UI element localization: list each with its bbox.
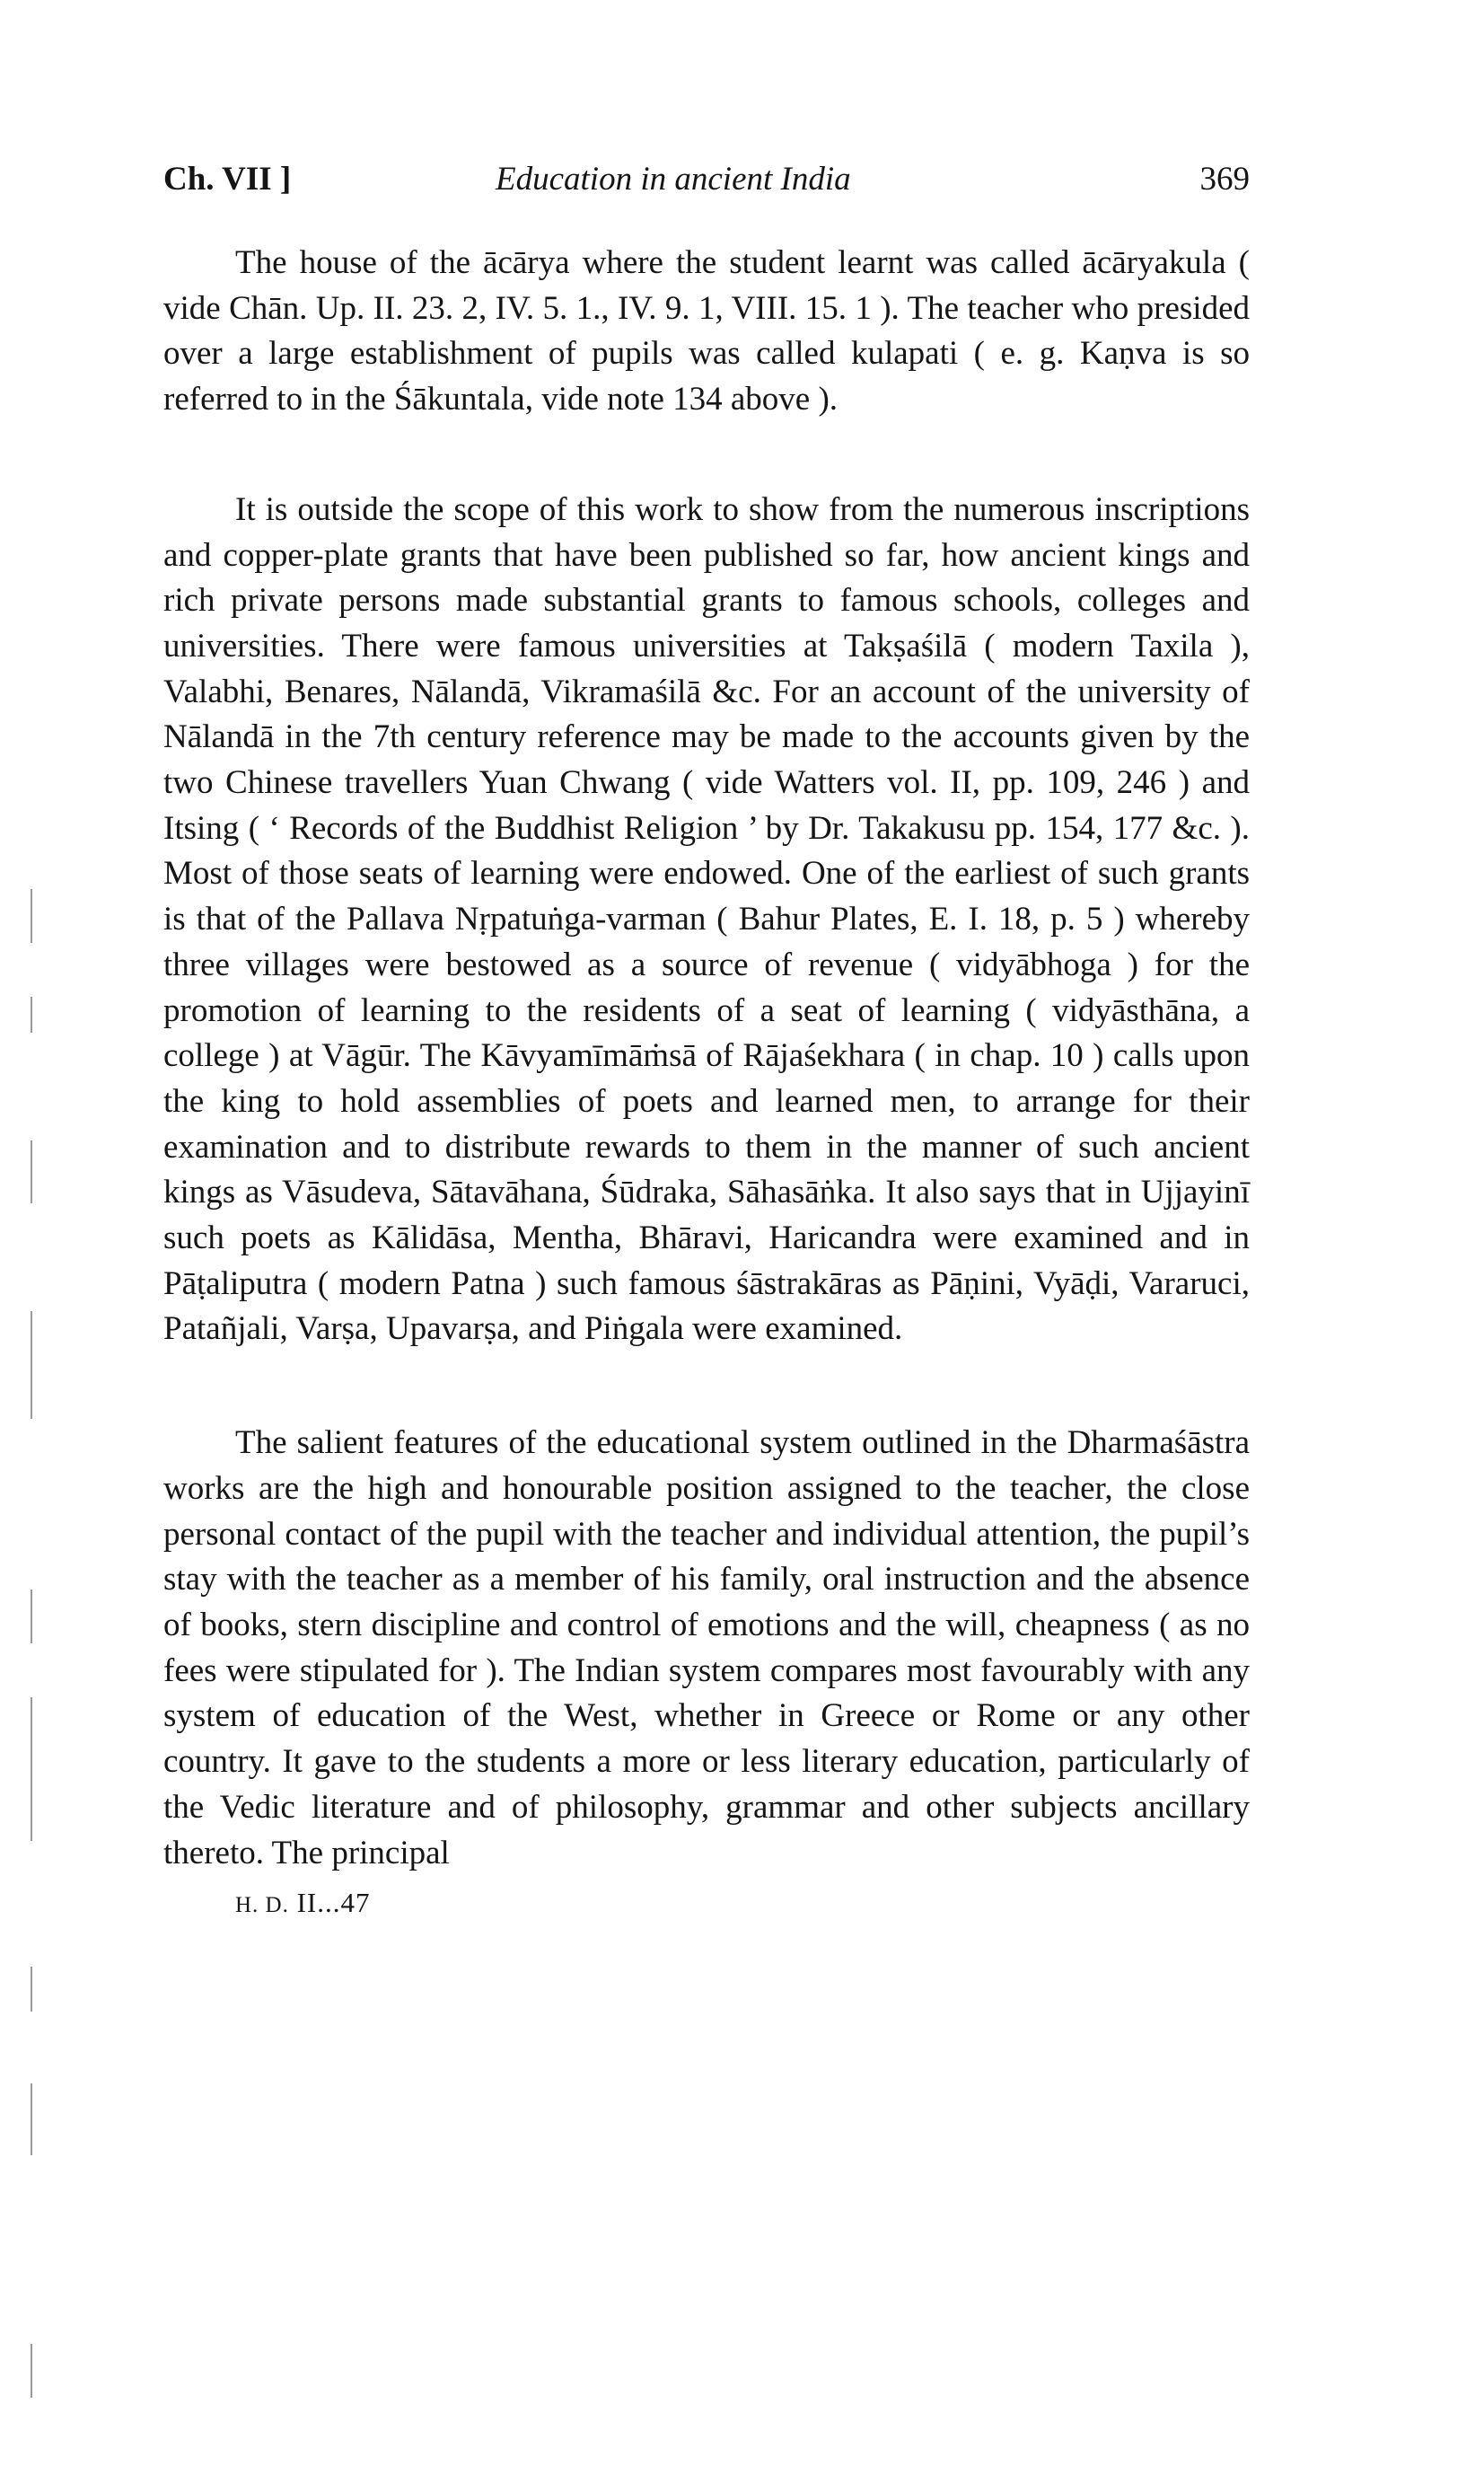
paragraph-2: It is outside the scope of this work to show from the numerous inscriptions and copper-plate grants that have been published so far, how ancient kings and rich private persons made substantial grants to famous schools, colleges and universities. There were famous universities at Takṣaśilā ( modern Taxila ), Valabhi, Benares, Nālandā, Vikramaśilā &c. For an account of the university of Nālandā in the 7th century reference may be made to the accounts given by the two Chinese travellers Yuan Chwang ( vide Watters vol. II, pp. 109, 246 ) and Itsing ( ‘ Records of the Buddhist Religion ’ by Dr. Takakusu pp. 154, 177 &c. ). Most of those seats of learning were endowed. One of the earliest of such grants is that of the Pallava Nṛpatuṅga-varman ( Bahur Plates, E. I. 18, p. 5 ) whereby three villages were bestowed as a source of revenue ( vidyābhoga ) for the promotion of learning to the residents of a seat of learning ( vidyāsthāna, a college ) at Vāgūr. The Kāvyamīmāṁsā of Rājaśekhara ( in chap. 10 ) calls upon the king to hold assemblies of poets and learned men, to arrange for their examination and to distribute rewards to them in the manner of such ancient kings as Vāsudeva, Sātavāhana, Śūdraka, Sāhasāṅka. It also says that in Ujjayinī such poets as Kālidāsa, Mentha, Bhāravi, Haricandra were examined and in Pāṭaliputra ( modern Patna ) such famous śāstrakāras as Pāṇini, Vyāḍi, Vararuci, Patañjali, Varṣa, Upavarṣa, and Piṅgala were examined. [163,490,1250,1348]
signature-initials: H. D. [235,1893,289,1918]
page-content [163,160,1250,1919]
running-header [163,160,1250,214]
chapter-label: Ch. VII ] [163,161,292,198]
paragraph-1: The house of the ācārya where the student learnt was called ācāryakula ( vide Chān. Up. II. 23. 2, IV. 5. 1., IV. 9. 1, VIII. 15. 1 ). The teacher who presided over a large establishment of pupils was called kulapati ( e. g. Kaṇva is so referred to in the Śākuntala, vide note 134 above ). [163,244,1250,418]
running-title: Education in ancient India [496,161,851,198]
printer-signature [235,1887,1250,1919]
paragraph-3: The salient features of the educational system outlined in the Dharmaśāstra works are the high and honourable position assigned to the teacher, the close personal contact of the pupil with the teacher and individual attention, the pupil’s stay with the teacher as a member of his family, oral instruction and the absence of books, stern discipline and control of emotions and the will, cheapness ( as no fees were stipulated for ). The Indian system compares most favourably with any system of education of the West, whether in Greece or Rome or any other country. It gave to the students a more or less literary education, particularly of the Vedic literature and of philosophy, grammar and other subjects ancillary thereto. The principal [163,1424,1250,1871]
signature-sheet: II...47 [296,1887,371,1919]
scan-margin-marks [31,889,34,2416]
page-number: 369 [1199,161,1250,198]
